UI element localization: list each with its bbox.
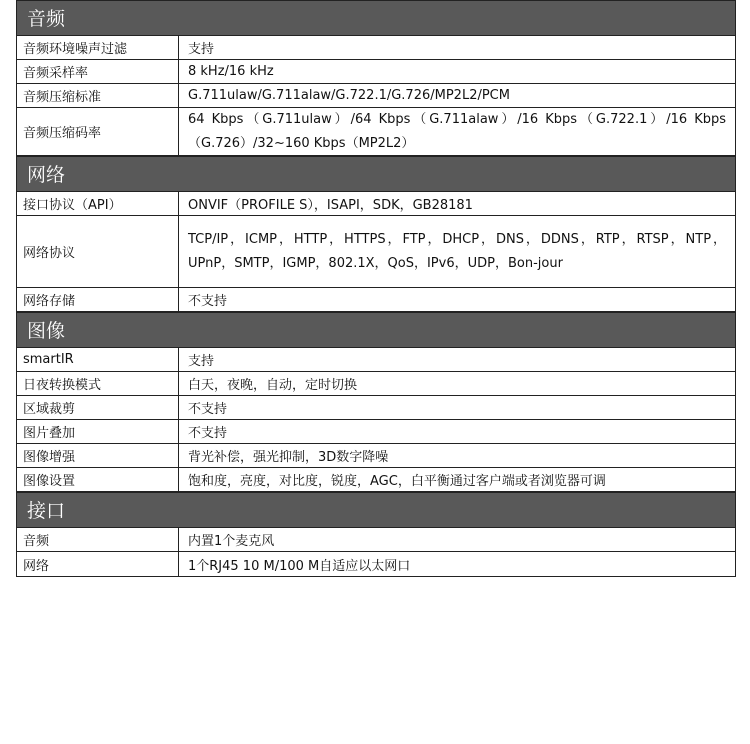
row-value: 不支持 xyxy=(188,294,228,309)
row-value: ONVIF（PROFILE S），ISAPI，SDK，GB28181 xyxy=(188,198,473,213)
row-label: 图片叠加 xyxy=(17,420,179,443)
section-header-audio: 音频 xyxy=(17,0,735,36)
row-label: smartIR xyxy=(17,348,179,371)
table-row xyxy=(17,372,735,396)
table-row xyxy=(17,396,735,420)
row-value: G.711ulaw/G.711alaw/G.722.1/G.726/MP2L2/PCM xyxy=(188,88,510,103)
row-label: 音频压缩标准 xyxy=(17,84,179,107)
table-row xyxy=(17,468,735,492)
row-value-text: 64 Kbps（G.711ulaw）/64 Kbps（G.711alaw）/16 Kbps（G.722.1）/16 Kbps（G.726）/32~160 Kbps（MP2L2） xyxy=(188,111,726,151)
spec-table xyxy=(16,0,736,577)
table-row xyxy=(17,192,735,216)
row-label: 接口协议（API） xyxy=(17,192,179,215)
row-label: 音频 xyxy=(17,528,179,551)
table-row xyxy=(17,108,735,156)
table-row xyxy=(17,36,735,60)
row-value: 8 kHz/16 kHz xyxy=(188,64,274,79)
row-value xyxy=(179,216,735,287)
row-label: 网络协议 xyxy=(17,216,179,287)
row-label: 图像设置 xyxy=(17,468,179,491)
row-label: 音频压缩码率 xyxy=(17,108,179,155)
row-value: 白天，夜晚，自动，定时切换 xyxy=(188,378,358,393)
row-label: 网络 xyxy=(17,552,179,576)
table-row xyxy=(17,444,735,468)
row-value: 支持 xyxy=(188,354,215,369)
row-value: 背光补偿，强光抑制，3D数字降噪 xyxy=(188,450,389,465)
row-label: 图像增强 xyxy=(17,444,179,467)
table-row xyxy=(17,216,735,288)
row-label: 音频采样率 xyxy=(17,60,179,83)
section-header-interface: 接口 xyxy=(17,492,735,528)
table-row xyxy=(17,84,735,108)
row-value xyxy=(179,108,735,155)
table-row xyxy=(17,420,735,444)
row-label: 日夜转换模式 xyxy=(17,372,179,395)
table-row xyxy=(17,60,735,84)
row-value: 不支持 xyxy=(188,402,228,417)
row-value: 1个RJ45 10 M/100 M自适应以太网口 xyxy=(188,558,411,574)
row-value: 支持 xyxy=(188,42,215,57)
table-row xyxy=(17,528,735,552)
row-value-text: TCP/IP，ICMP，HTTP，HTTPS，FTP，DHCP，DNS，DDNS，RTP，RTSP，NTP，UPnP，SMTP，IGMP，802.1X，QoS，IPv6，UDP，Bon-jour xyxy=(188,231,726,271)
row-value: 不支持 xyxy=(188,426,228,441)
row-label: 音频环境噪声过滤 xyxy=(17,36,179,59)
table-row xyxy=(17,288,735,312)
section-header-image: 图像 xyxy=(17,312,735,348)
row-value: 内置1个麦克风 xyxy=(188,534,275,549)
row-label: 区域裁剪 xyxy=(17,396,179,419)
row-value: 饱和度，亮度，对比度，锐度，AGC，白平衡通过客户端或者浏览器可调 xyxy=(188,474,606,489)
section-header-network: 网络 xyxy=(17,156,735,192)
table-row xyxy=(17,552,735,577)
row-label: 网络存储 xyxy=(17,288,179,311)
table-row xyxy=(17,348,735,372)
